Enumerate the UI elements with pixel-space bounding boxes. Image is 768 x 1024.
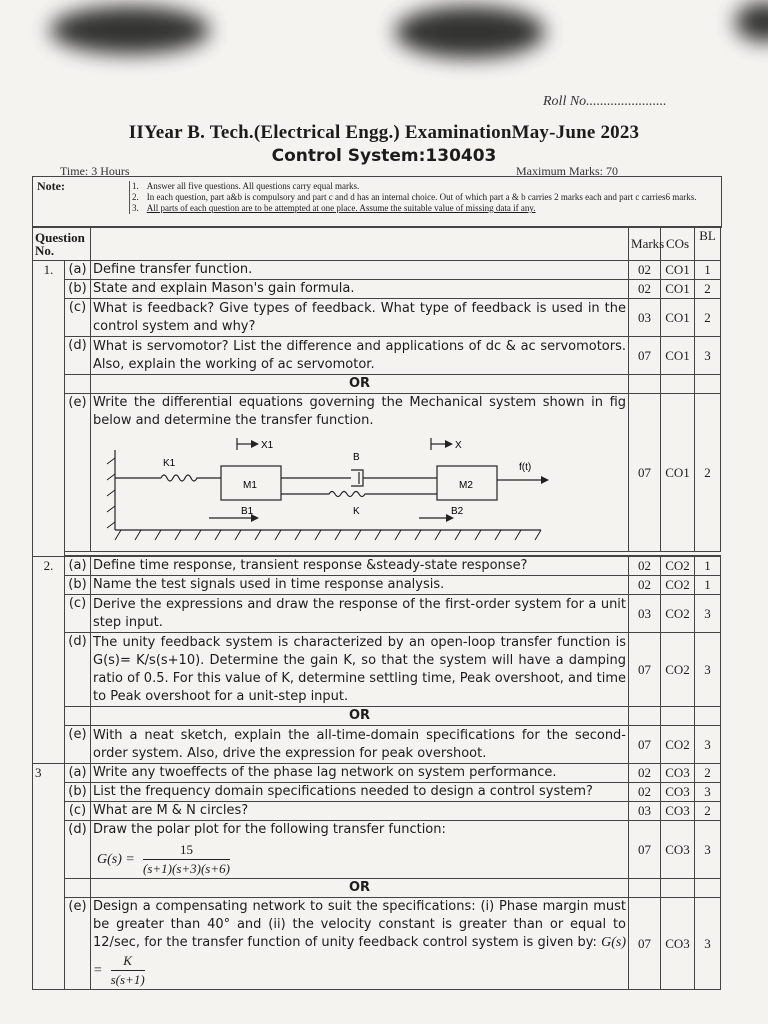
table-row: [33, 898, 721, 990]
table-row: [33, 595, 721, 633]
transfer-function-equation: [97, 841, 626, 878]
bl-cell: 3: [695, 337, 721, 375]
question-text: What is servomotor? List the difference and applications of dc & ac servomotors. Also, explain the working of ac servomotor.: [91, 337, 629, 375]
blank-cell: [629, 375, 661, 394]
equation-numerator: 15: [143, 841, 230, 860]
marks-cell: 03: [629, 595, 661, 633]
question-text-with-figure: [91, 394, 629, 552]
marks-cell: 07: [629, 821, 661, 879]
question-text-with-equation: [91, 821, 629, 879]
question-text: Write the differential equations governing the Mechanical system shown in fig below and determine the transfer function.: [93, 395, 627, 428]
question-number: 2.: [33, 557, 65, 764]
co-cell: CO3: [661, 898, 695, 990]
instruction-text: All parts of each question are to be attempted at one place. Assume the suitable value of missing data if any.: [146, 203, 536, 213]
label-k: K: [353, 506, 360, 517]
marks-cell: 02: [629, 280, 661, 299]
blank-cell: [629, 879, 661, 898]
co-cell: CO1: [661, 261, 695, 280]
bl-cell: 3: [695, 726, 721, 764]
part-label: (b): [65, 783, 91, 802]
bl-cell: 2: [695, 764, 721, 783]
co-cell: CO1: [661, 299, 695, 337]
table-row: [33, 280, 721, 299]
question-text: Design a compensating network to suit the specifications: (i) Phase margin must be greater than 40° and (ii) the velocity constant is greater than or equal to 12/sec, for the transfer function of unity feedback control system is given by:: [93, 899, 627, 950]
bl-cell: 1: [695, 576, 721, 595]
bl-cell: 3: [695, 821, 721, 879]
table-row: [33, 726, 721, 764]
part-label: (d): [65, 337, 91, 375]
marks-cell: 02: [629, 783, 661, 802]
question-text: Define time response, transient response &steady-state response?: [91, 557, 629, 576]
label-b2: B2: [451, 506, 464, 517]
part-label: (b): [65, 576, 91, 595]
equation-denominator: (s+1)(s+3)(s+6): [143, 861, 230, 876]
blank-cell: [65, 375, 91, 394]
blank-cell: [695, 707, 721, 726]
blank-cell: [695, 375, 721, 394]
table-row: [33, 576, 721, 595]
question-text-with-equation: [91, 898, 629, 990]
part-label: (c): [65, 802, 91, 821]
exam-title: IIYear B. Tech.(Electrical Engg.) ExaminationMay-June 2023: [128, 122, 640, 143]
bl-cell: 2: [695, 280, 721, 299]
bl-cell: 2: [695, 394, 721, 552]
co-cell: CO2: [661, 595, 695, 633]
blank-cell: [661, 879, 695, 898]
or-label: OR: [91, 707, 629, 726]
part-label: (e): [65, 898, 91, 990]
question-text: The unity feedback system is characterized by an open-loop transfer function is G(s)= K/s(s+10). Determine the gain K, so that the system will have a damping ratio of 0.5. For this value of K, determine settling time, Peak overshoot, and time to Peak overshoot for a unit-step input.: [91, 633, 629, 707]
instruction-number: 3.: [132, 203, 139, 213]
instruction-number: 1.: [132, 181, 139, 191]
or-row: [33, 707, 721, 726]
co-cell: CO2: [661, 726, 695, 764]
redaction-mark-right: [735, 2, 768, 42]
equation-lhs: G(s) =: [93, 935, 627, 978]
marks-cell: 07: [629, 394, 661, 552]
question-text: Write any twoeffects of the phase lag network on system performance.: [91, 764, 629, 783]
instruction-text: In each question, part a&b is compulsory and part c and d has an internal choice. Out of which part a & b carries 2 marks each and part c carries6 marks.: [146, 192, 697, 202]
co-cell: CO2: [661, 633, 695, 707]
marks-cell: 07: [629, 337, 661, 375]
equation-fraction: [143, 841, 230, 878]
part-label: (a): [65, 764, 91, 783]
instruction-number: 2.: [132, 192, 139, 202]
table-row: [33, 394, 721, 552]
question-text: What is feedback? Give types of feedback. What type of feedback is used in the control system and why?: [91, 299, 629, 337]
maximum-marks: Maximum Marks: 70: [516, 164, 618, 178]
question-text: State and explain Mason's gain formula.: [91, 280, 629, 299]
blank-cell: [695, 879, 721, 898]
header-blank: [91, 227, 629, 261]
subject-title: Control System:130403: [271, 146, 497, 166]
or-label: OR: [91, 879, 629, 898]
co-cell: CO2: [661, 557, 695, 576]
equation-denominator: s(s+1): [110, 972, 145, 987]
question-table: [32, 226, 721, 990]
bl-cell: 1: [695, 261, 721, 280]
equation-fraction: [111, 952, 145, 989]
label-m1: M1: [243, 480, 257, 491]
or-label: OR: [91, 375, 629, 394]
table-row: [33, 764, 721, 783]
blank-cell: [65, 707, 91, 726]
label-k1: K1: [163, 458, 176, 469]
header-question-no: Question No.: [33, 227, 91, 261]
co-cell: CO1: [661, 394, 695, 552]
ground-hatching: [107, 458, 541, 540]
bl-cell: 3: [695, 595, 721, 633]
instruction-line: [132, 181, 719, 191]
redaction-mark-left: [50, 6, 210, 54]
table-row: [33, 261, 721, 280]
table-row: [33, 783, 721, 802]
instruction-lines: [129, 181, 719, 214]
table-row: [33, 633, 721, 707]
bl-cell: 3: [695, 898, 721, 990]
question-text: Name the test signals used in time response analysis.: [91, 576, 629, 595]
label-b1: B1: [241, 506, 254, 517]
question-text: With a neat sketch, explain the all-time-domain specifications for the second-order system. Also, drive the expression for peak overshoot.: [91, 726, 629, 764]
bl-cell: 2: [695, 802, 721, 821]
co-cell: CO3: [661, 783, 695, 802]
instruction-line: [132, 203, 719, 213]
marks-cell: 07: [629, 633, 661, 707]
part-label: (e): [65, 726, 91, 764]
part-label: (a): [65, 261, 91, 280]
marks-cell: 07: [629, 726, 661, 764]
co-cell: CO3: [661, 802, 695, 821]
equation-numerator: K: [111, 952, 145, 971]
mechanical-system-figure: [101, 430, 561, 546]
spring-k1: [115, 475, 221, 481]
question-number: 3: [33, 764, 65, 990]
table-row: [33, 821, 721, 879]
equation-lhs: G(s) =: [97, 852, 135, 867]
label-x: X: [455, 440, 462, 451]
question-text: List the frequency domain specifications needed to design a control system?: [91, 783, 629, 802]
instructions-box: [32, 176, 722, 228]
blank-cell: [661, 375, 695, 394]
table-header-row: [33, 227, 721, 261]
part-label: (b): [65, 280, 91, 299]
label-b: B: [353, 452, 360, 463]
part-label: (d): [65, 633, 91, 707]
or-row: [33, 375, 721, 394]
question-number: 1.: [33, 261, 65, 557]
marks-cell: 02: [629, 764, 661, 783]
bl-cell: 3: [695, 783, 721, 802]
co-cell: CO3: [661, 764, 695, 783]
roll-number-field: Roll No.......................: [543, 94, 667, 109]
or-row: [33, 879, 721, 898]
part-label: (e): [65, 394, 91, 552]
table-row: [33, 299, 721, 337]
blank-cell: [661, 707, 695, 726]
label-force: f(t): [519, 462, 532, 473]
marks-cell: 02: [629, 557, 661, 576]
bl-cell: 1: [695, 557, 721, 576]
table-row: [33, 802, 721, 821]
marks-cell: 03: [629, 802, 661, 821]
label-m2: M2: [459, 480, 473, 491]
co-cell: CO3: [661, 821, 695, 879]
instruction-line: [132, 192, 719, 202]
table-row: [33, 557, 721, 576]
bl-cell: 3: [695, 633, 721, 707]
label-x1: X1: [261, 440, 274, 451]
blank-cell: [629, 707, 661, 726]
redaction-mark-center: [395, 6, 545, 58]
co-cell: CO1: [661, 280, 695, 299]
table-row: [33, 337, 721, 375]
marks-cell: 03: [629, 299, 661, 337]
marks-cell: 02: [629, 576, 661, 595]
part-label: (c): [65, 595, 91, 633]
part-label: (a): [65, 557, 91, 576]
bl-cell: 2: [695, 299, 721, 337]
instruction-text: Answer all five questions. All questions carry equal marks.: [146, 181, 360, 191]
question-text: Draw the polar plot for the following transfer function:: [93, 822, 446, 837]
blank-cell: [65, 879, 91, 898]
co-cell: CO2: [661, 576, 695, 595]
part-label: (d): [65, 821, 91, 879]
arrowheads: [251, 440, 549, 522]
co-cell: CO1: [661, 337, 695, 375]
part-label: (c): [65, 299, 91, 337]
question-text: Derive the expressions and draw the response of the first-order system for a unit step input.: [91, 595, 629, 633]
note-label: Note:: [37, 179, 65, 193]
header-marks: Marks: [629, 227, 661, 261]
question-text: Define transfer function.: [91, 261, 629, 280]
marks-cell: 02: [629, 261, 661, 280]
question-text: What are M & N circles?: [91, 802, 629, 821]
spring-k: [281, 492, 437, 497]
time-allowed: Time: 3 Hours: [60, 164, 130, 178]
damper-b: [281, 470, 437, 486]
marks-cell: 07: [629, 898, 661, 990]
header-cos: COs: [661, 227, 695, 261]
header-bl: BL: [695, 227, 721, 261]
